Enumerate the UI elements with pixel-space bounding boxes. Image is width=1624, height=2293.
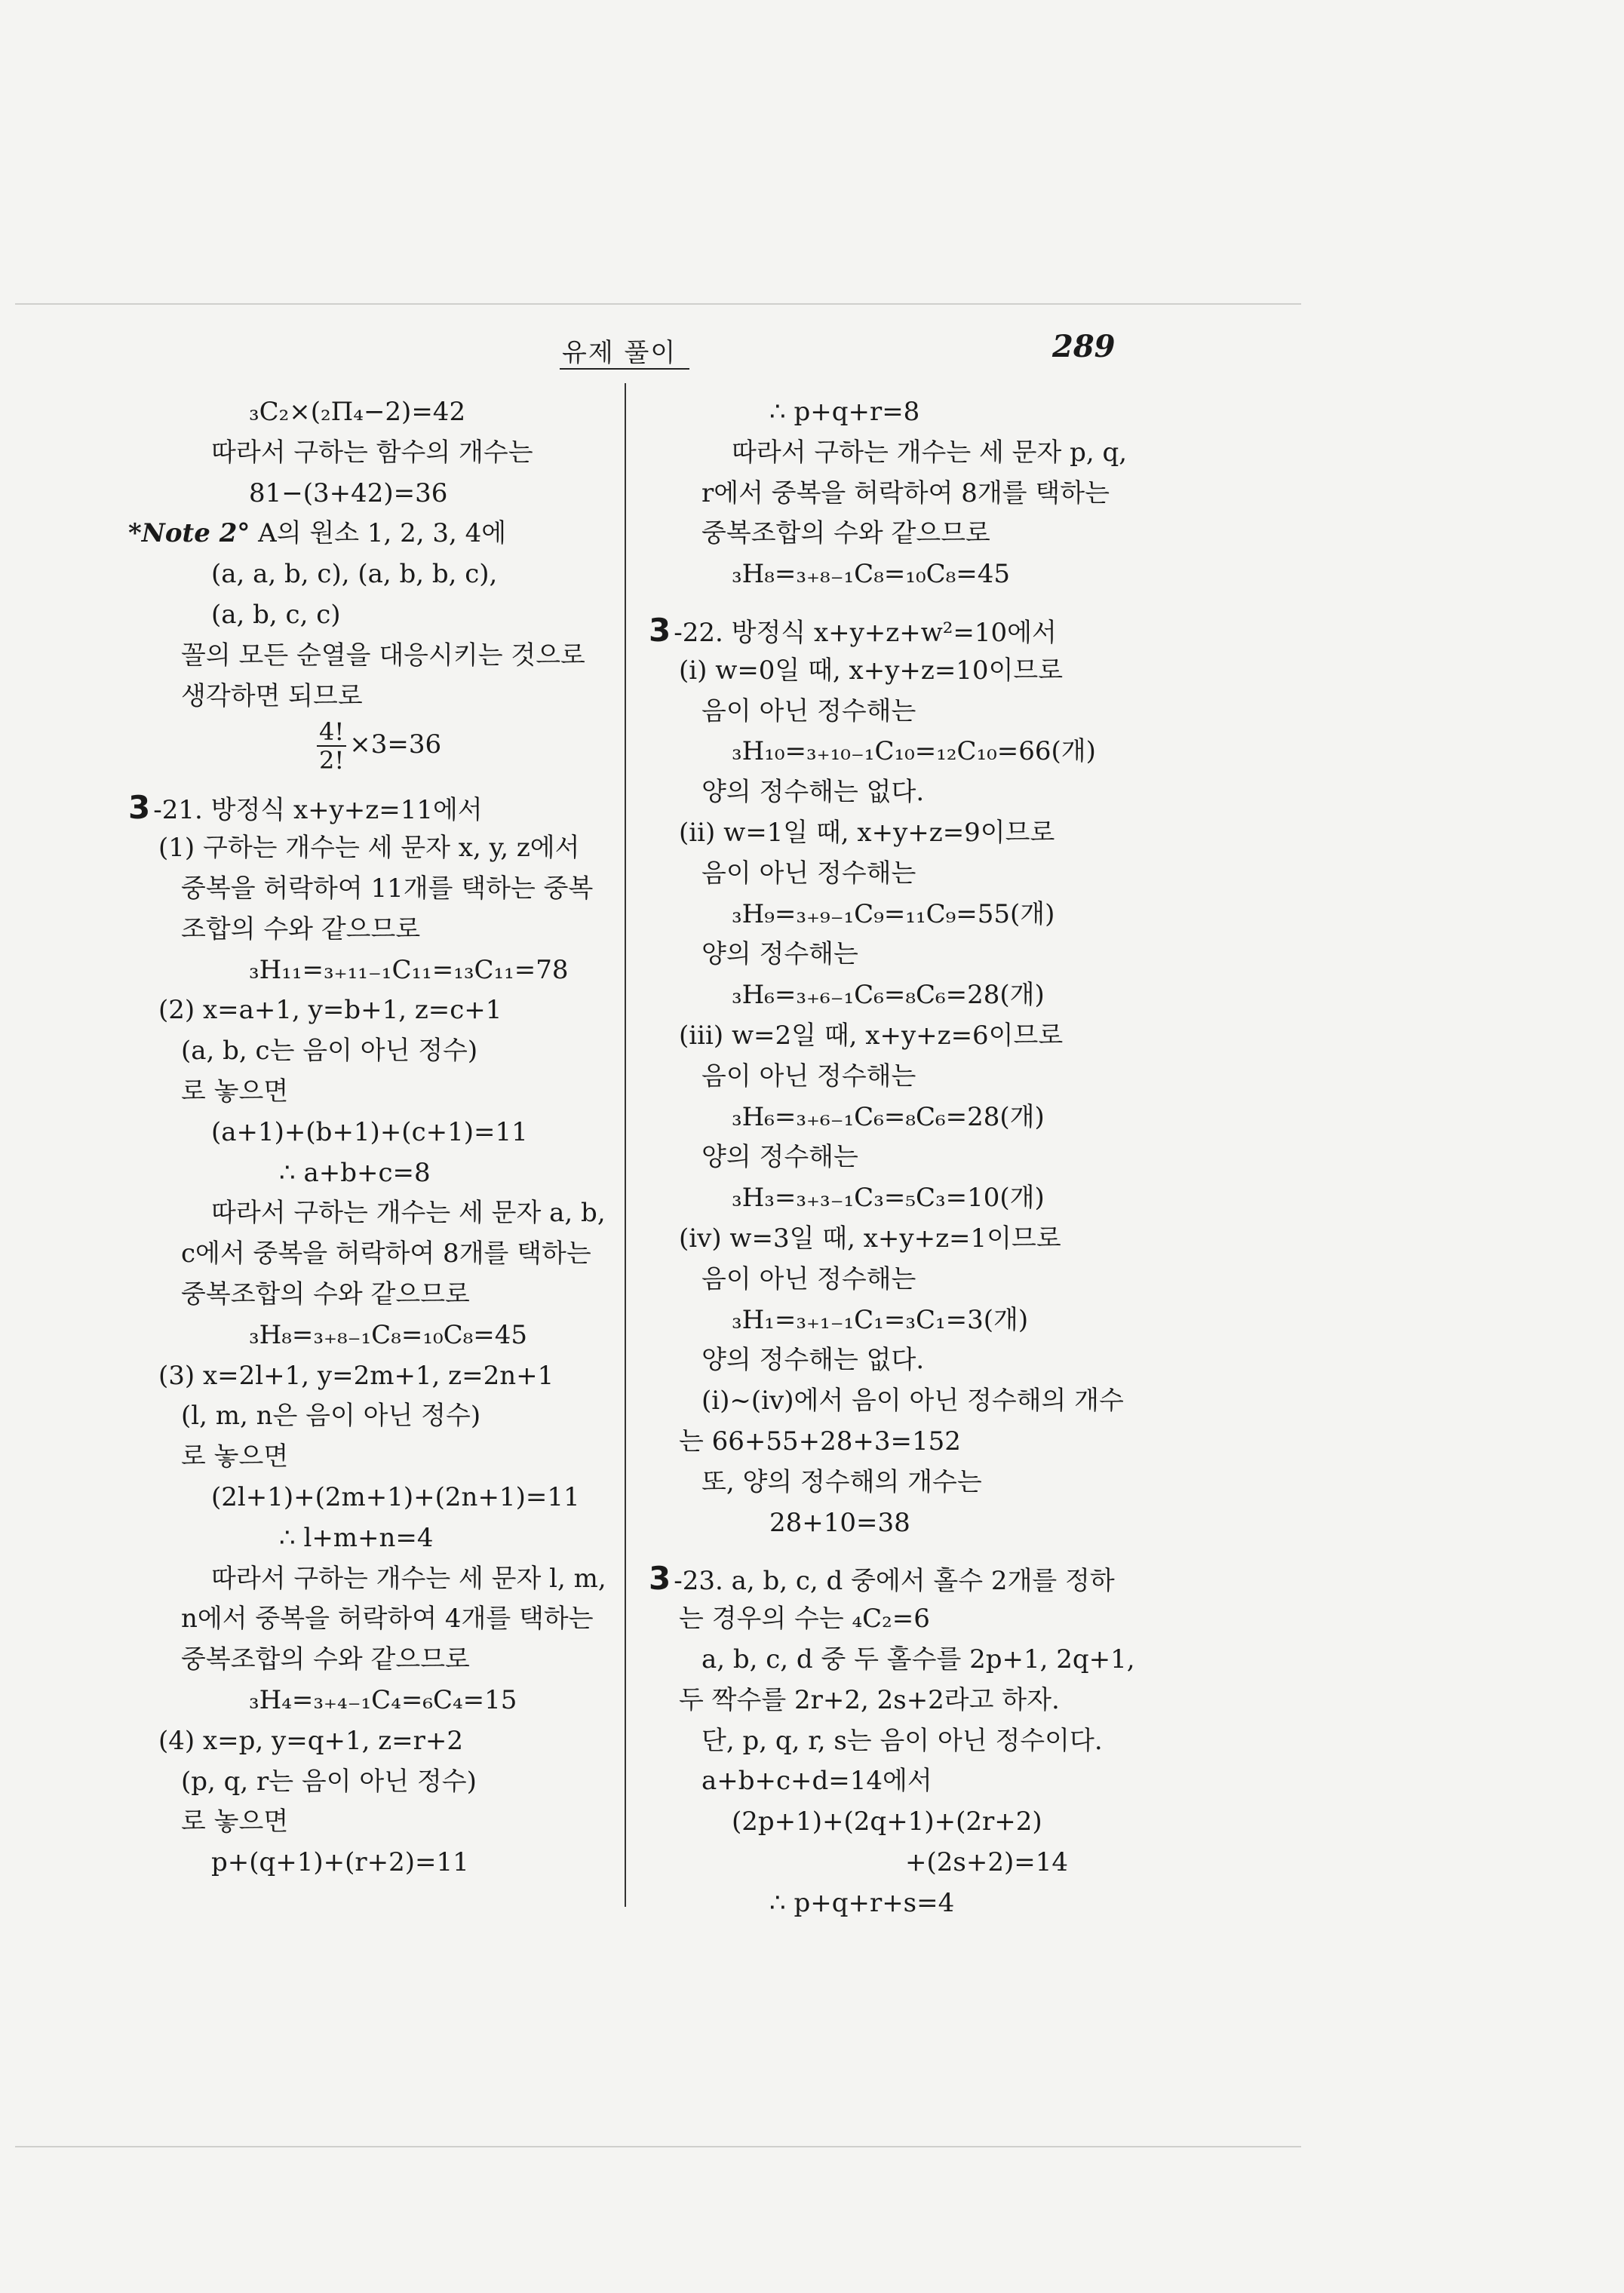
text-line [649, 610, 1162, 651]
text-line [128, 1518, 611, 1559]
text-line [649, 1721, 1162, 1762]
text-line [128, 828, 611, 869]
text-line [649, 1057, 1162, 1097]
line-text: (ⅲ) w=2일 때, x+y+z=6이므로 [679, 1020, 1064, 1051]
line-text: ₃H₈=₃₊₈₋₁C₈=₁₀C₈=45 [732, 559, 1010, 590]
text-line [649, 854, 1162, 895]
line-text: (a, a, b, c), (a, b, b, c), [211, 559, 498, 590]
line-text: 양의 정수해는 없다. [701, 777, 925, 808]
line-text: -23. a, b, c, d 중에서 홀수 2개를 정하 [674, 1566, 1115, 1597]
line-text: (2l+1)+(2m+1)+(2n+1)=11 [211, 1481, 580, 1512]
text-line [128, 1437, 611, 1478]
text-line [649, 692, 1162, 732]
line-text: ∴ a+b+c=8 [279, 1157, 431, 1188]
line-text: 음이 아닌 정수해는 [701, 1061, 916, 1091]
line-text: 단, p, q, r, s는 음이 아닌 정수이다. [701, 1725, 1103, 1756]
text-line [128, 1721, 611, 1762]
text-line [128, 433, 611, 474]
text-line [649, 392, 1162, 433]
text-line [128, 474, 611, 514]
fraction [317, 717, 346, 775]
line-text: a+b+c+d=14에서 [701, 1766, 932, 1797]
text-line [128, 1599, 611, 1640]
line-text: ₃C₂×(₂Π₄−2)=42 [249, 397, 466, 427]
text-line [649, 1016, 1162, 1057]
line-text: (1) 구하는 개수는 세 문자 x, y, z에서 [158, 833, 580, 864]
line-text: 28+10=38 [769, 1507, 910, 1538]
text-line [128, 1478, 611, 1518]
line-text: 조합의 수와 같으므로 [181, 913, 421, 944]
line-text: 중복조합의 수와 같으므로 [181, 1644, 470, 1675]
line-text: (2) x=a+1, y=b+1, z=c+1 [158, 995, 502, 1026]
line-text: ₃H₉=₃₊₉₋₁C₉=₁₁C₉=55(개) [732, 898, 1055, 929]
line-text: (3) x=2l+1, y=2m+1, z=2n+1 [158, 1360, 554, 1391]
line-text: 중복조합의 수와 같으므로 [701, 518, 990, 549]
line-text: ₃H₃=₃₊₃₋₁C₃=₅C₃=10(개) [732, 1183, 1045, 1214]
line-text: ∴ p+q+r=8 [769, 397, 920, 427]
line-text: 로 놓으면 [181, 1076, 289, 1107]
text-line [128, 677, 611, 717]
text-line [128, 910, 611, 950]
line-text: 중복조합의 수와 같으므로 [181, 1278, 470, 1309]
text-line [649, 1681, 1162, 1721]
text-line [649, 1381, 1162, 1422]
text-line [649, 651, 1162, 692]
problem-number: 3 [649, 611, 671, 649]
text-line [128, 869, 611, 910]
text-line [128, 514, 611, 554]
line-text: 따라서 구하는 개수는 세 문자 p, q, [732, 437, 1128, 468]
text-line [128, 717, 611, 775]
text-line [128, 1396, 611, 1437]
text-line [128, 1234, 611, 1275]
line-text: (l, m, n은 음이 아닌 정수) [181, 1401, 481, 1432]
line-text: 따라서 구하는 개수는 세 문자 a, b, [211, 1198, 606, 1229]
line-text: n에서 중복을 허락하여 4개를 택하는 [181, 1604, 594, 1635]
line-text: 따라서 구하는 함수의 개수는 [211, 437, 533, 468]
line-text: 중복을 허락하여 11개를 택하는 중복 [181, 873, 594, 904]
line-text: +(2s+2)=14 [905, 1846, 1068, 1877]
text-line [649, 1178, 1162, 1219]
text-line [649, 1260, 1162, 1300]
line-text: -21. 방정식 x+y+z=11에서 [153, 795, 483, 826]
line-text: 따라서 구하는 개수는 세 문자 l, m, [211, 1563, 606, 1594]
text-line [128, 1559, 611, 1600]
fraction-numerator: 4! [317, 720, 346, 747]
text-line [649, 975, 1162, 1016]
line-text: 음이 아닌 정수해는 [701, 858, 916, 889]
page-number: 289 [1052, 329, 1116, 364]
text-line [649, 1422, 1162, 1463]
line-text: 양의 정수해는 [701, 1142, 858, 1173]
line-text: c에서 중복을 허락하여 8개를 택하는 [181, 1239, 591, 1269]
text-line [649, 772, 1162, 813]
line-text: p+(q+1)+(r+2)=11 [211, 1847, 469, 1878]
text-line [649, 554, 1162, 595]
text-line [649, 1137, 1162, 1178]
text-line [128, 1356, 611, 1397]
line-text: (2p+1)+(2q+1)+(2r+2) [732, 1806, 1042, 1837]
line-text: 양의 정수해는 없다. [701, 1345, 925, 1376]
line-text: (ⅰ)~(ⅳ)에서 음이 아닌 정수해의 개수 [701, 1386, 1124, 1417]
text-line [649, 1802, 1162, 1843]
line-text: r에서 중복을 허락하여 8개를 택하는 [701, 477, 1110, 508]
text-line [649, 1503, 1162, 1544]
line-text: -22. 방정식 x+y+z+w²=10에서 [674, 617, 1057, 648]
text-line [128, 1640, 611, 1681]
line-text: (4) x=p, y=q+1, z=r+2 [158, 1725, 463, 1756]
text-line [649, 1883, 1162, 1924]
text-line [128, 1802, 611, 1843]
line-text: (ⅱ) w=1일 때, x+y+z=9이므로 [679, 817, 1055, 848]
text-line [649, 813, 1162, 854]
text-line [128, 1275, 611, 1315]
line-text: ₃H₆=₃₊₆₋₁C₆=₈C₆=28(개) [732, 980, 1045, 1011]
text-line [128, 1315, 611, 1356]
text-line [649, 1463, 1162, 1503]
line-text: 81−(3+42)=36 [249, 477, 448, 508]
text-line [649, 1300, 1162, 1341]
text-line [128, 1153, 611, 1194]
text-line [128, 392, 611, 433]
line-text: A의 원소 1, 2, 3, 4에 [250, 518, 507, 549]
line-text: 음이 아닌 정수해는 [701, 1263, 916, 1294]
fraction-denominator: 2! [319, 746, 345, 775]
right-column [649, 392, 1162, 1923]
title-underline [560, 368, 689, 370]
text-line [649, 895, 1162, 935]
text-line [649, 514, 1162, 554]
note-label: *Note 2° [128, 518, 250, 549]
line-text: ₃H₈=₃₊₈₋₁C₈=₁₀C₈=45 [249, 1319, 527, 1350]
text-line [649, 474, 1162, 514]
line-text: ∴ l+m+n=4 [279, 1522, 434, 1553]
text-line [128, 1193, 611, 1234]
line-text: 또, 양의 정수해의 개수는 [701, 1466, 982, 1497]
text-line [649, 1599, 1162, 1640]
text-line [128, 1843, 611, 1883]
line-text: ₃H₁₁=₃₊₁₁₋₁C₁₁=₁₃C₁₁=78 [249, 954, 569, 985]
text-line [128, 595, 611, 636]
line-text: (a, b, c, c) [211, 599, 341, 630]
line-text: ₃H₁=₃₊₁₋₁C₁=₃C₁=3(개) [732, 1304, 1029, 1335]
line-text: 는 경우의 수는 ₄C₂=6 [679, 1604, 930, 1635]
text-line [128, 554, 611, 595]
left-column [128, 392, 611, 1883]
line-text: ×3=36 [349, 729, 442, 760]
text-line [128, 787, 611, 828]
line-text: (ⅰ) w=0일 때, x+y+z=10이므로 [679, 655, 1064, 686]
bottom-rule [15, 2146, 1301, 2147]
text-line [649, 1640, 1162, 1681]
problem-number: 3 [128, 789, 151, 827]
text-line [649, 1843, 1162, 1883]
text-line [128, 1072, 611, 1113]
text-line [649, 1219, 1162, 1260]
line-text: 는 66+55+28+3=152 [679, 1426, 961, 1457]
line-text: ₃H₁₀=₃₊₁₀₋₁C₁₀=₁₂C₁₀=66(개) [732, 736, 1096, 767]
text-line [649, 433, 1162, 474]
line-text: 로 놓으면 [181, 1806, 289, 1837]
line-text: ₃H₆=₃₊₆₋₁C₆=₈C₆=28(개) [732, 1101, 1045, 1132]
line-text: 음이 아닌 정수해는 [701, 695, 916, 726]
line-text: 두 짝수를 2r+2, 2s+2라고 하자. [679, 1684, 1060, 1715]
text-line [649, 1761, 1162, 1802]
text-line [649, 1340, 1162, 1381]
line-text: 생각하면 되므로 [181, 680, 363, 711]
line-text: 로 놓으면 [181, 1441, 289, 1472]
line-text: ∴ p+q+r+s=4 [769, 1887, 955, 1918]
text-line [128, 1681, 611, 1721]
top-rule [15, 303, 1301, 305]
text-line [649, 1558, 1162, 1599]
line-text: (a, b, c는 음이 아닌 정수) [181, 1036, 478, 1067]
problem-number: 3 [649, 1560, 671, 1598]
line-text: (ⅳ) w=3일 때, x+y+z=1이므로 [679, 1223, 1061, 1254]
text-line [128, 1762, 611, 1803]
line-text: a, b, c, d 중 두 홀수를 2p+1, 2q+1, [701, 1644, 1135, 1674]
text-line [128, 1031, 611, 1072]
line-text: 꼴의 모든 순열을 대응시키는 것으로 [181, 640, 585, 671]
line-text: ₃H₄=₃₊₄₋₁C₄=₆C₄=15 [249, 1684, 517, 1715]
line-text: (a+1)+(b+1)+(c+1)=11 [211, 1116, 528, 1147]
text-line [649, 935, 1162, 975]
line-text: (p, q, r는 음이 아닌 정수) [181, 1766, 477, 1797]
line-text: 양의 정수해는 [701, 939, 858, 970]
page-header [0, 329, 1624, 370]
text-line [128, 950, 611, 991]
text-line [649, 1097, 1162, 1138]
text-line [128, 1113, 611, 1153]
column-divider [625, 383, 626, 1907]
text-line [128, 990, 611, 1031]
text-line [649, 732, 1162, 772]
text-line [128, 636, 611, 677]
page-title: 유제 풀이 [562, 338, 677, 368]
